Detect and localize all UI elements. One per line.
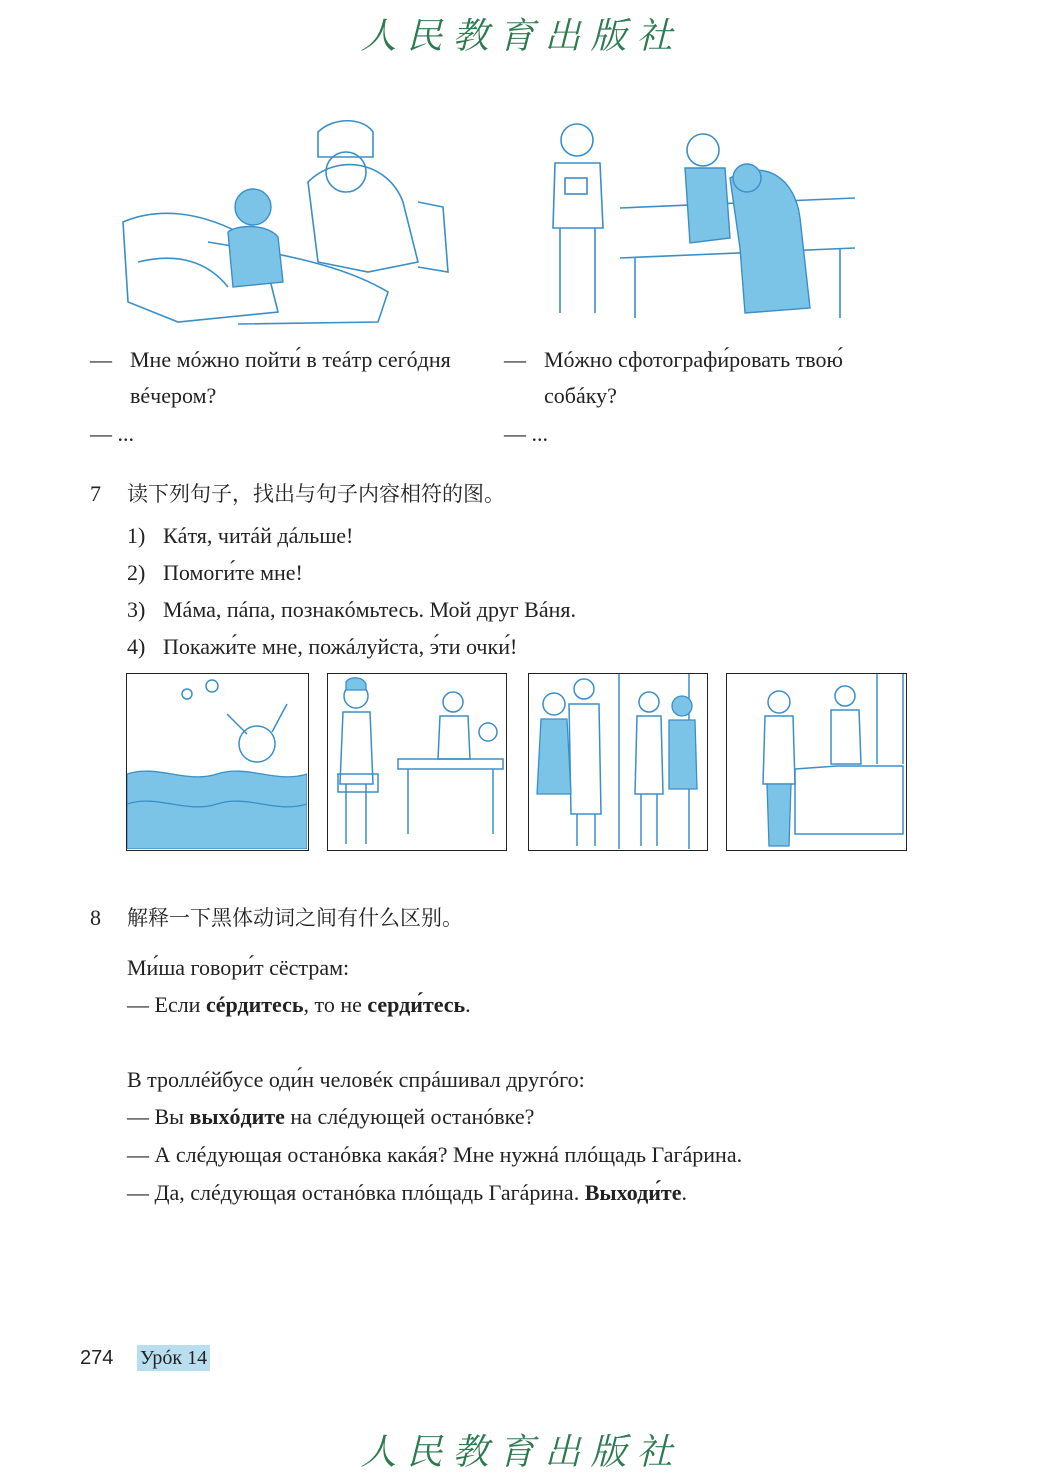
item-text: Помоги́те мне! — [163, 560, 303, 585]
picture-drowning — [126, 673, 309, 851]
dialog-line: вéчером? — [130, 383, 217, 408]
item-text: Мáма, пáпа, познакóмьтесь. Мой друг Вáня. — [163, 597, 577, 622]
text-span: . — [465, 992, 471, 1017]
page-number: 274 — [80, 1347, 114, 1369]
picture-introduction — [528, 673, 708, 851]
picture-drowning-illustration — [127, 674, 307, 849]
dialog-line — [127, 1104, 534, 1130]
picture-introduction-illustration — [529, 674, 706, 849]
dialog-line — [127, 1180, 687, 1206]
item-number: 4) — [127, 634, 146, 659]
illustration-doctor-boy — [118, 112, 454, 332]
paragraph-intro: Ми́ша говори́т сёстрам: — [127, 955, 350, 980]
dialog-dash: — — [90, 347, 112, 372]
lesson-label: Урóк 14 — [137, 1345, 210, 1371]
dialog-line: Мóжно сфотографи́ровать твою́ — [544, 347, 843, 372]
item-number: 2) — [127, 560, 146, 585]
paragraph-intro: В троллéйбусе оди́н человéк спрáшивал другóго: — [127, 1067, 585, 1092]
dialog-line: Мне мóжно пойти́ в теáтр сегóдня — [130, 347, 451, 372]
item-text: Покажи́те мне, пожáлуйста, э́ти очки́! — [163, 634, 518, 659]
publisher-logo-bottom: 人民教育出版社 — [360, 1432, 683, 1473]
bold-verb: выхóдите — [189, 1104, 285, 1129]
item-number: 3) — [127, 597, 146, 622]
dialog-line: — А слéдующая останóвка какáя? Мне нужнá плóщадь Гагáрина. — [127, 1142, 743, 1167]
item-number: 1) — [127, 523, 146, 548]
bold-verb: серди́тесь — [367, 992, 466, 1017]
text-span: — Если — [127, 992, 206, 1017]
picture-optician-illustration — [727, 674, 905, 849]
text-span: , то не — [303, 992, 368, 1017]
illustration-camera-dog — [525, 118, 865, 330]
text-span: — Вы — [127, 1104, 190, 1129]
picture-optician — [726, 673, 907, 851]
bold-verb: Выходи́те — [584, 1180, 682, 1205]
exercise-number: 7 — [90, 481, 101, 506]
dialog-reply: — ... — [90, 421, 134, 446]
bold-verb: сéрдитесь — [205, 992, 304, 1017]
text-span: . — [681, 1180, 687, 1205]
dialog-dash: — — [504, 347, 526, 372]
exercise-number: 8 — [90, 905, 101, 930]
picture-classroom-illustration — [328, 674, 505, 849]
dialog-line: собáку? — [544, 383, 617, 408]
picture-classroom — [327, 673, 507, 851]
dialog-line — [127, 992, 471, 1018]
item-text: Кáтя, читáй дáльше! — [163, 523, 354, 548]
text-span: на слéдующей останóвке? — [284, 1104, 535, 1129]
exercise-title: 读下列句子，找出与句子内容相符的图。 — [127, 482, 505, 506]
dialog-reply: — ... — [504, 421, 548, 446]
publisher-logo-top: 人民教育出版社 — [360, 16, 683, 57]
exercise-title: 解释一下黑体动词之间有什么区别。 — [127, 906, 463, 930]
text-span: — Да, слéдующая останóвка плóщадь Гагáрина. — [127, 1180, 585, 1205]
